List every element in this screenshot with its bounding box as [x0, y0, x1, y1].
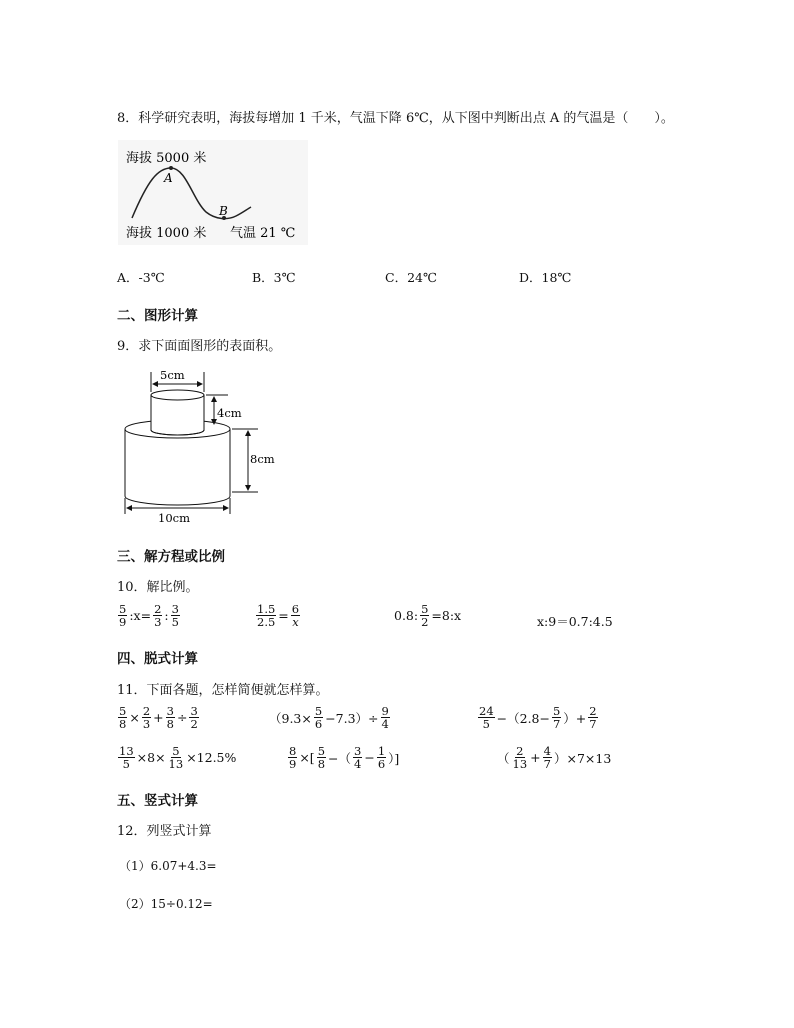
altitude-curve-figure: [118, 140, 308, 245]
base-altitude-label: 海拔 1000 米: [126, 226, 207, 241]
point-a-dot: [169, 166, 173, 170]
proportion-2: $\frac{1.5}{2.5}$ = $\frac{6}{x}$: [257, 602, 300, 629]
top-width-label: 5cm: [160, 368, 185, 382]
option-d[interactable]: D．18℃: [519, 270, 572, 285]
temperature-label: 气温 21 ℃: [230, 226, 296, 241]
question-11-text: 11．下面各题，怎样简便就怎样算。: [117, 683, 329, 698]
question-9-text: 9．求下面面图形的表面积。: [117, 339, 282, 354]
expression-4: $\frac{13}{5}$ ×8× $\frac{5}{13}$ ×12.5%: [119, 744, 237, 771]
expression-5: $\frac{8}{9}$ ×[ $\frac{5}{8}$ −（ $\frac{3}{4}$ − $\frac{1}{6}$ ）]: [289, 744, 400, 771]
vertical-calc-2: （2）15÷0.12=: [119, 897, 213, 911]
section-2-heading: 二、图形计算: [117, 308, 198, 324]
proportion-1: $\frac{5}{9}$ :x= $\frac{2}{3}$ : $\frac{3}{5}$: [119, 602, 179, 629]
expression-6: （ $\frac{2}{13}$ + $\frac{4}{7}$ ）×7×13: [497, 744, 612, 771]
vertical-calc-1: （1）6.07+4.3=: [119, 859, 217, 873]
section-3-heading: 三、解方程或比例: [117, 549, 225, 565]
point-b-label: B: [219, 204, 228, 218]
question-10-text: 10．解比例。: [117, 580, 199, 595]
option-c[interactable]: C．24℃: [385, 270, 437, 285]
expression-1: $\frac{5}{8}$ × $\frac{2}{3}$ + $\frac{3}{8}$ ÷ $\frac{3}{2}$: [119, 704, 198, 731]
question-12-text: 12．列竖式计算: [117, 824, 212, 839]
expression-3: $\frac{24}{5}$ −（2.8− $\frac{5}{7}$ ）+ $\frac{2}{7}$: [479, 704, 597, 731]
question-8-text: 8．科学研究表明，海拔每增加 1 千米，气温下降 6℃，从下图中判断出点 A 的气温是（ ）。: [117, 111, 674, 126]
stacked-cylinder-figure: [116, 362, 286, 528]
bottom-width-label: 10cm: [158, 511, 190, 525]
point-a-label: A: [164, 171, 173, 185]
section-4-heading: 四、脱式计算: [117, 651, 198, 667]
proportion-3: 0.8: $\frac{5}{2}$ =8:x: [394, 602, 462, 629]
expression-2: （9.3× $\frac{5}{6}$ −7.3）÷ $\frac{9}{4}$: [269, 704, 389, 731]
option-b[interactable]: B．3℃: [252, 270, 296, 285]
option-a[interactable]: A．-3℃: [117, 270, 165, 285]
section-5-heading: 五、竖式计算: [117, 793, 198, 809]
proportion-4: x:9＝0.7:4.5: [537, 614, 613, 629]
summit-altitude-label: 海拔 5000 米: [126, 151, 207, 166]
top-height-label: 4cm: [217, 406, 242, 420]
small-cylinder: [151, 390, 204, 435]
bottom-height-label: 8cm: [250, 452, 275, 466]
